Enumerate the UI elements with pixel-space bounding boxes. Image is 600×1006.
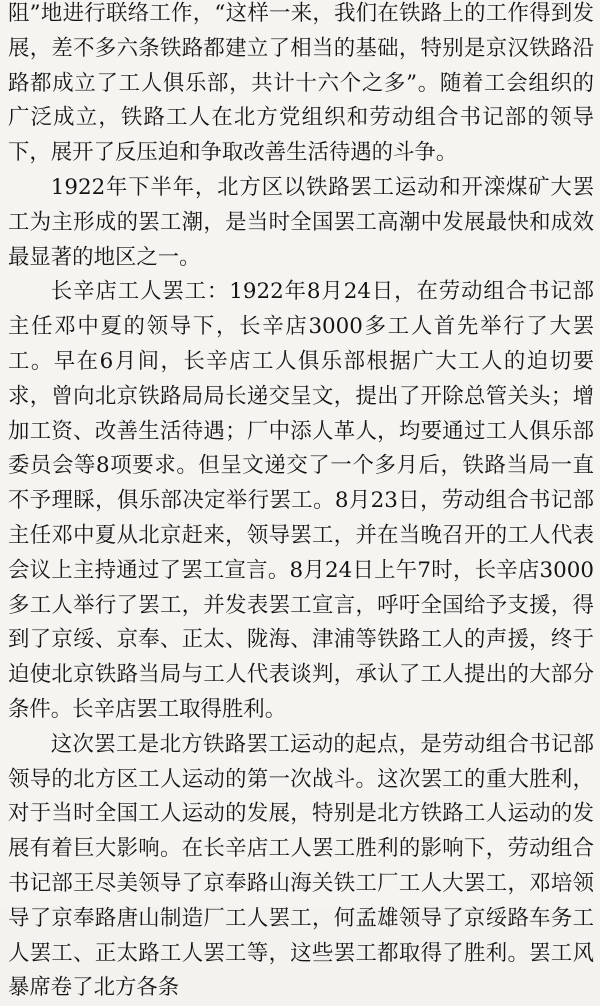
- paragraph-changxindian-strike: 长辛店工人罢工：1922年8月24日，在劳动组合书记部主任邓中夏的领导下，长辛店3000多工人首先举行了大罢工。早在6月间，长辛店工人俱乐部根据广大工人的迫切要求，曾向北京铁路局局长递交呈文，提出了开除总管关头；增加工资、改善生活待遇；厂中添人革人，均要通过工人俱乐部委员会等8项要求。但呈文递交了一个多月后，铁路当局一直不予理睬，俱乐部决定举行罢工。8月23日，劳动组合书记部主任邓中夏从北京赶来，领导罢工，并在当晚召开的工人代表会议上主持通过了罢工宣言。8月24日上午7时，长辛店3000多工人举行了罢工，并发表罢工宣言，呼吁全国给予支援，得到了京绥、京奉、正太、陇海、津浦等铁路工人的声援，终于迫使北京铁路当局与工人代表谈判，承认了工人提出的大部分条件。长辛店罢工取得胜利。: [8, 279, 594, 722]
- paragraph-strike-significance: 这次罢工是北方铁路罢工运动的起点，是劳动组合书记部领导的北方区工人运动的第一次战斗。这次罢工的重大胜利，对于当时全国工人运动的发展，特别是北方铁路工人运动的发展有着巨大影响。在长辛店工人罢工胜利的影响下，劳动组合书记部王尽美领导了京奉路山海关铁工厂工人大罢工，邓培领导了京奉路唐山制造厂工人罢工，何孟雄领导了京绥路车务工人罢工、正太路工人罢工等，这些罢工都取得了胜利。罢工风暴席卷了北方各条: [8, 731, 594, 1001]
- paragraph-1922-strike-wave: 1922年下半年，北方区以铁路罢工运动和开滦煤矿大罢工为主形成的罢工潮，是当时全国罢工高潮中发展最快和成效最显著的地区之一。: [8, 174, 594, 270]
- paragraph-continuation: 阻”地进行联络工作，“这样一来，我们在铁路上的工作得到发展，差不多六条铁路都建立了相当的基础，特别是京汉铁路沿路都成立了工人俱乐部，共计十六个之多”。随着工会组织的广泛成立，铁路工人在北方党组织和劳动组合书记部的领导下，展开了反压迫和争取改善生活待遇的斗争。: [8, 1, 594, 166]
